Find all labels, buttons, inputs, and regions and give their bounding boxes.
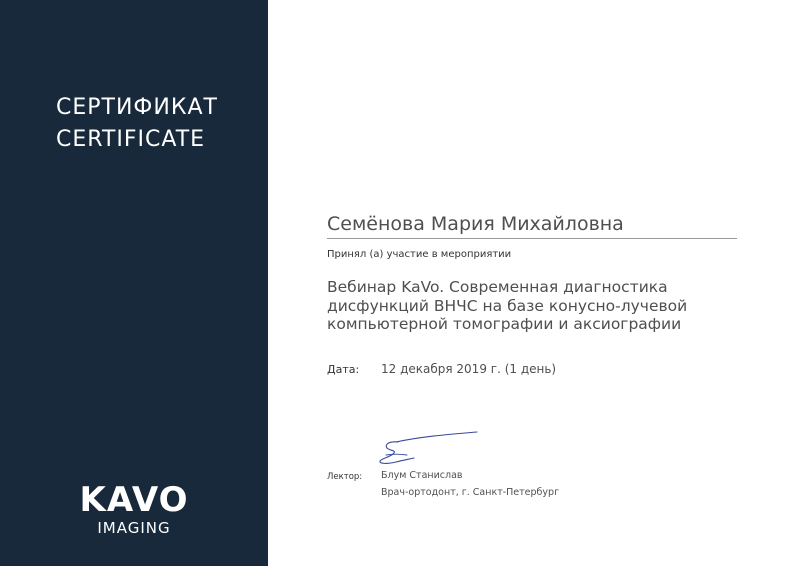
- kavo-logo-mark: KAVO: [79, 480, 189, 520]
- left-panel: [0, 0, 268, 566]
- date-label: Дата:: [327, 363, 360, 376]
- lecturer-name: Блум Станислав: [381, 470, 463, 481]
- kavo-imaging-logo: [0, 482, 268, 537]
- participation-text: Принял (а) участие в мероприятии: [327, 249, 512, 260]
- name-underline: [327, 238, 737, 239]
- recipient-name: Семёнова Мария Михайловна: [327, 213, 624, 235]
- certificate-title-en: CERTIFICATE: [56, 127, 206, 152]
- event-title-line: дисфункций ВНЧС на базе конусно-лучевой: [327, 296, 688, 315]
- kavo-logo-sub: IMAGING: [97, 519, 171, 537]
- certificate-title-ru: СЕРТИФИКАТ: [56, 95, 218, 120]
- signature-image: [374, 428, 484, 468]
- event-title-line: Вебинар KaVo. Современная диагностика: [327, 278, 668, 296]
- event-title: [327, 278, 747, 334]
- lecturer-label: Лектор:: [327, 472, 363, 482]
- lecturer-role: Врач-ортодонт, г. Санкт-Петербург: [381, 487, 560, 498]
- event-title-line: компьютерной томографии и аксиографии: [327, 315, 682, 333]
- date-value: 12 декабря 2019 г. (1 день): [381, 362, 557, 376]
